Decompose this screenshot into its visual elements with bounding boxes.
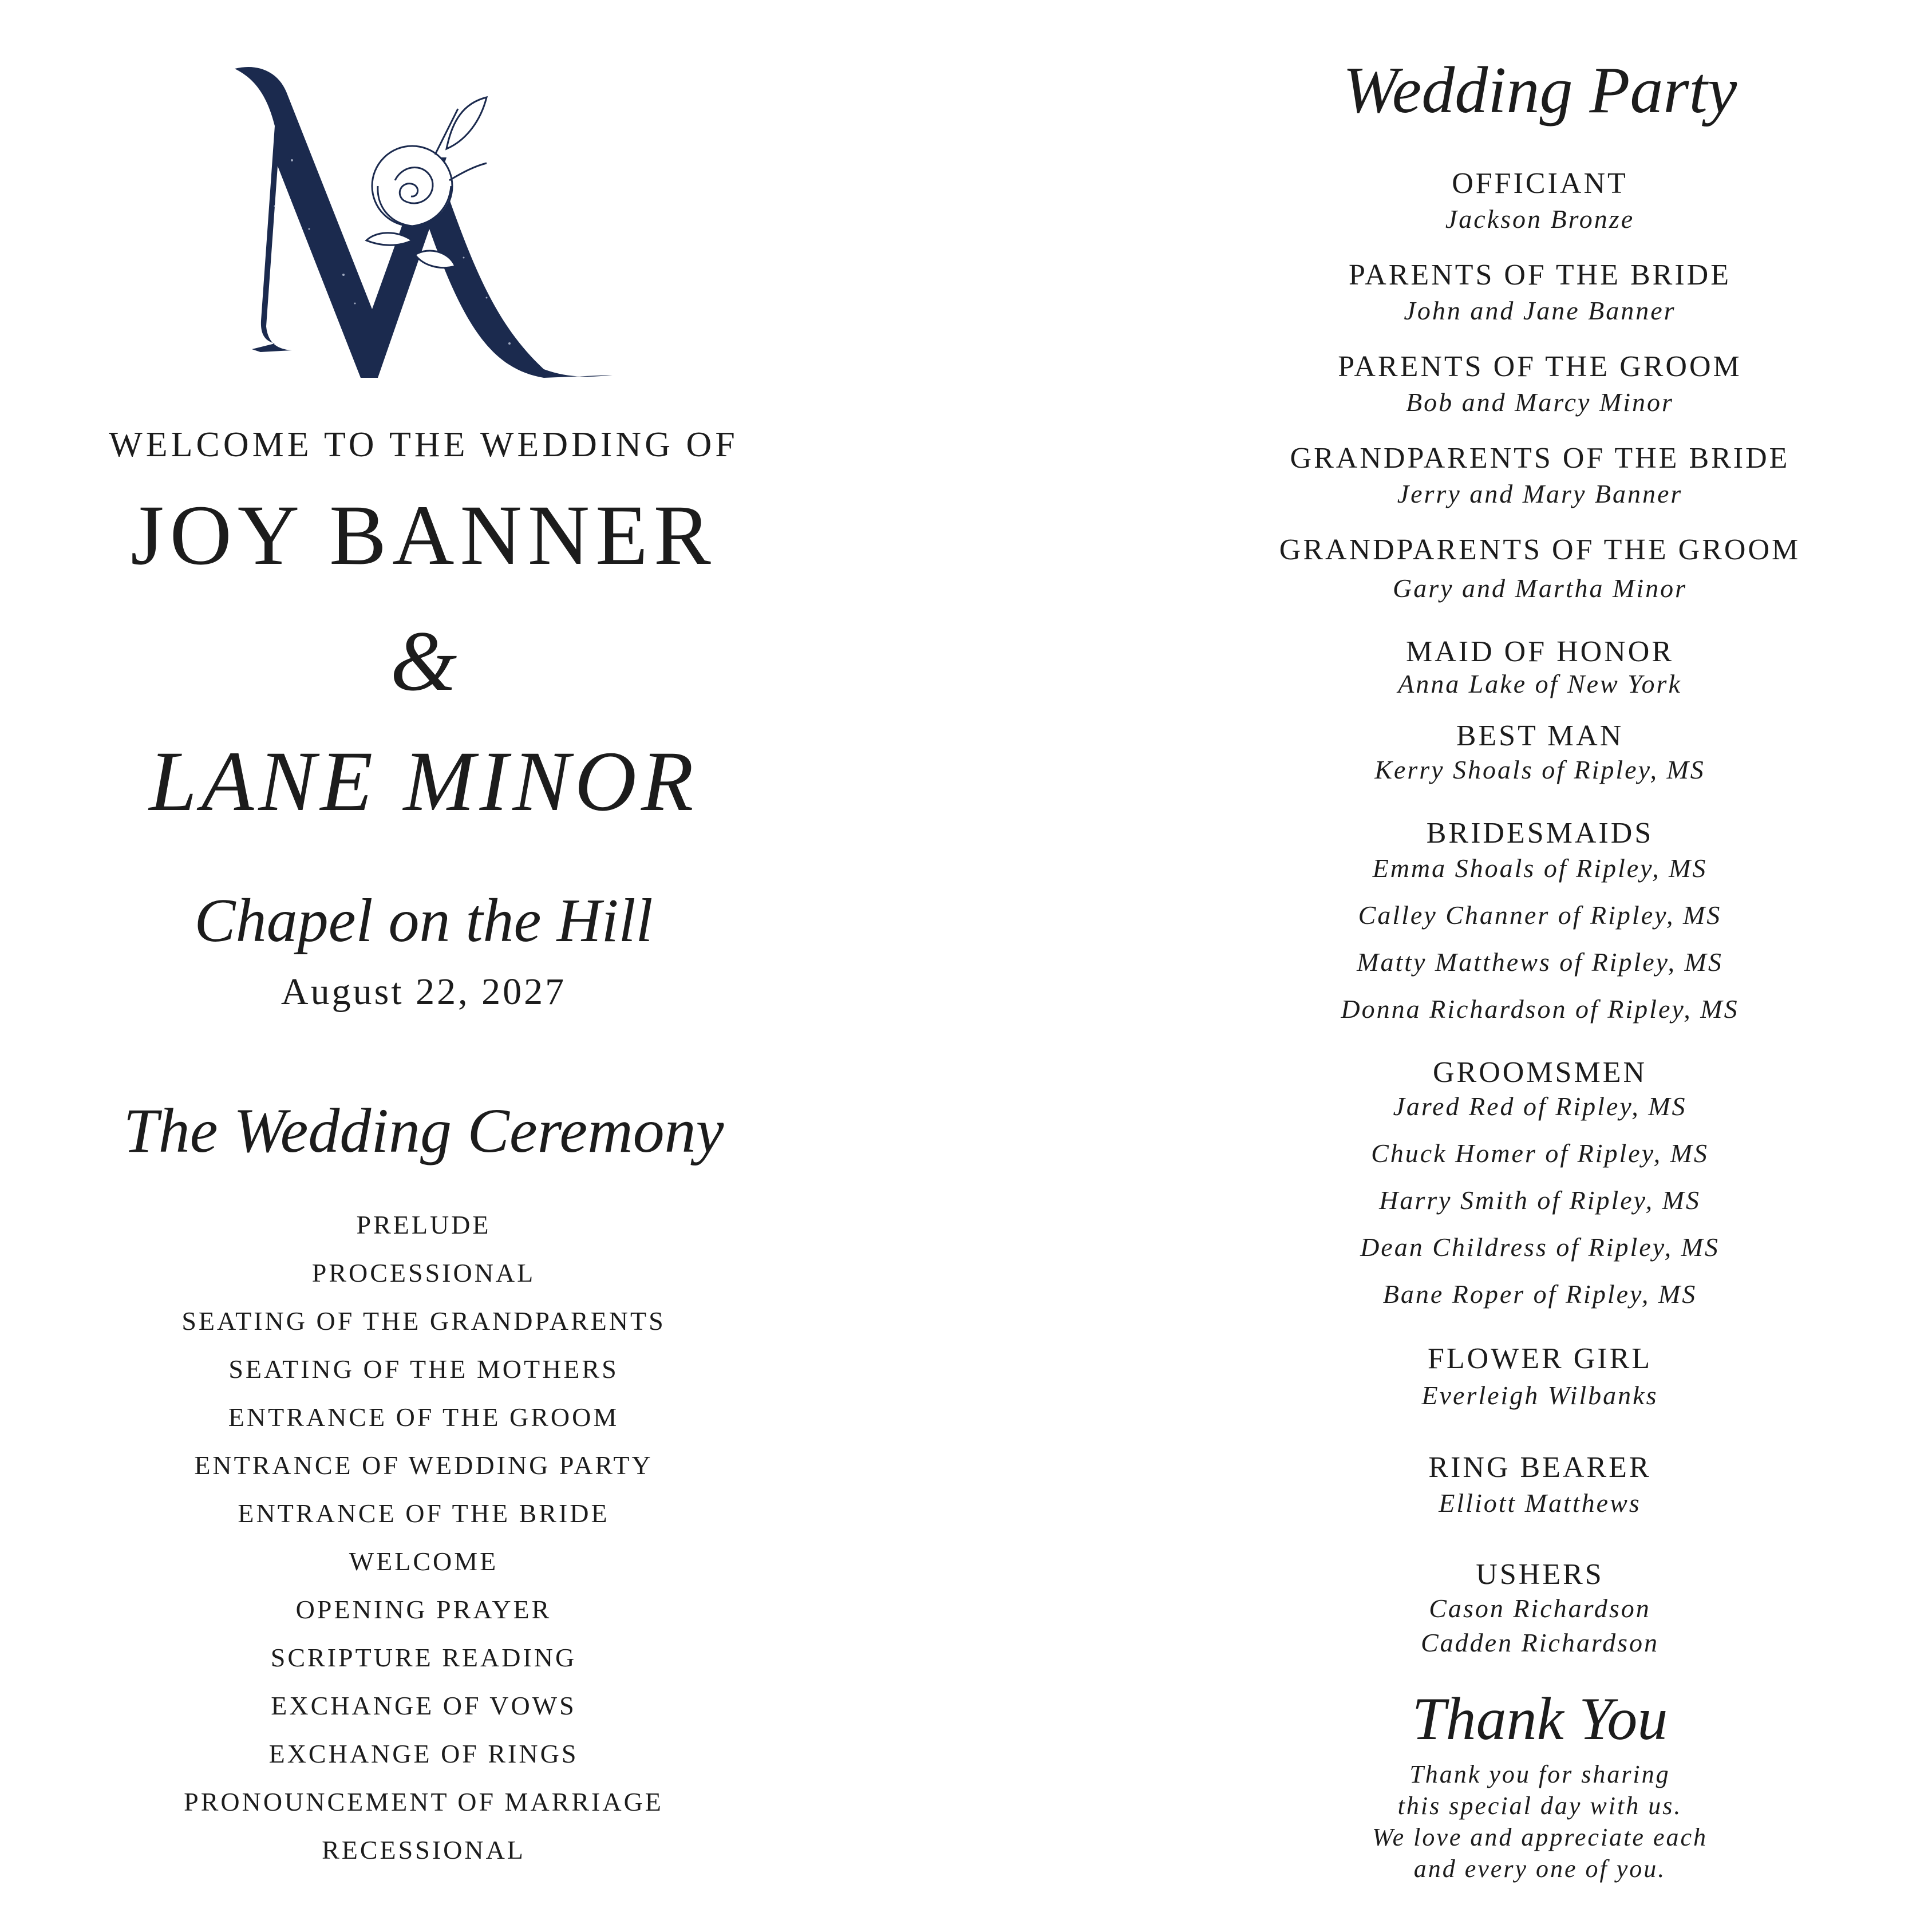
- ampersand: &: [390, 614, 457, 709]
- wedding-party-title: Wedding Party: [1342, 54, 1737, 127]
- thank-you-line: this special day with us.: [1397, 1792, 1682, 1820]
- groom-name: LANE MINOR: [149, 734, 698, 829]
- list-item: ENTRANCE OF WEDDING PARTY: [194, 1451, 653, 1480]
- role-officiant: OFFICIANT: [1452, 167, 1628, 200]
- person-name: Cadden Richardson: [1421, 1628, 1659, 1657]
- person-name: Bane Roper of Ripley, MS: [1382, 1279, 1697, 1309]
- list-item: PROCESSIONAL: [311, 1258, 536, 1287]
- person-name: Anna Lake of New York: [1398, 669, 1682, 698]
- person-name: John and Jane Banner: [1404, 296, 1676, 325]
- role-bridesmaids: BRIDESMAIDS: [1426, 817, 1654, 850]
- list-item: PRELUDE: [356, 1210, 491, 1239]
- role-maid-of-honor: MAID OF HONOR: [1405, 635, 1674, 668]
- person-name: Kerry Shoals of Ripley, MS: [1374, 755, 1705, 784]
- thank-you-title: Thank You: [1412, 1685, 1668, 1752]
- list-item: ENTRANCE OF THE BRIDE: [238, 1499, 610, 1528]
- person-name: Matty Matthews of Ripley, MS: [1357, 947, 1723, 977]
- list-item: OPENING PRAYER: [295, 1595, 552, 1624]
- list-item: SCRIPTURE READING: [270, 1643, 577, 1672]
- role-grandparents-of-groom: GRANDPARENTS OF THE GROOM: [1279, 534, 1801, 566]
- role-parents-of-groom: PARENTS OF THE GROOM: [1338, 350, 1742, 383]
- list-item: PRONOUNCEMENT OF MARRIAGE: [184, 1787, 663, 1816]
- role-grandparents-of-bride: GRANDPARENTS OF THE BRIDE: [1290, 442, 1790, 475]
- person-name: Donna Richardson of Ripley, MS: [1341, 994, 1739, 1024]
- person-name: Elliott Matthews: [1439, 1488, 1641, 1518]
- list-item: EXCHANGE OF RINGS: [268, 1739, 579, 1768]
- role-flower-girl: FLOWER GIRL: [1427, 1342, 1653, 1375]
- wedding-date: August 22, 2027: [280, 971, 567, 1013]
- list-item: WELCOME: [349, 1547, 499, 1576]
- venue-name: Chapel on the Hill: [194, 887, 653, 955]
- person-name: Everleigh Wilbanks: [1421, 1381, 1658, 1410]
- welcome-heading: WELCOME TO THE WEDDING OF: [109, 425, 738, 464]
- ceremony-title: The Wedding Ceremony: [123, 1096, 724, 1165]
- person-name: Emma Shoals of Ripley, MS: [1372, 854, 1708, 883]
- person-name: Bob and Marcy Minor: [1406, 388, 1674, 417]
- list-item: EXCHANGE OF VOWS: [271, 1691, 576, 1720]
- role-best-man: BEST MAN: [1456, 720, 1624, 752]
- role-ushers: USHERS: [1476, 1558, 1604, 1591]
- ceremony-order-list: [57, 1201, 790, 1874]
- bride-name: JOY BANNER: [131, 488, 717, 583]
- person-name: Chuck Homer of Ripley, MS: [1371, 1139, 1709, 1168]
- person-name: Gary and Martha Minor: [1392, 574, 1688, 603]
- thank-you-line: We love and appreciate each: [1372, 1823, 1708, 1851]
- floral-monogram-icon: [223, 57, 624, 389]
- thank-you-line: Thank you for sharing: [1409, 1760, 1670, 1788]
- thank-you-line: and every one of you.: [1413, 1855, 1666, 1883]
- person-name: Dean Childress of Ripley, MS: [1360, 1232, 1720, 1262]
- role-ring-bearer: RING BEARER: [1428, 1451, 1652, 1484]
- person-name: Jared Red of Ripley, MS: [1393, 1092, 1687, 1121]
- list-item: RECESSIONAL: [322, 1835, 526, 1864]
- person-name: Calley Channer of Ripley, MS: [1358, 900, 1722, 930]
- list-item: SEATING OF THE GRANDPARENTS: [181, 1306, 666, 1336]
- role-parents-of-bride: PARENTS OF THE BRIDE: [1349, 259, 1731, 291]
- person-name: Harry Smith of Ripley, MS: [1379, 1186, 1701, 1215]
- list-item: SEATING OF THE MOTHERS: [228, 1354, 619, 1384]
- person-name: Jerry and Mary Banner: [1397, 479, 1683, 508]
- person-name: Jackson Bronze: [1445, 204, 1635, 234]
- list-item: ENTRANCE OF THE GROOM: [228, 1402, 619, 1432]
- person-name: Cason Richardson: [1429, 1594, 1651, 1623]
- role-groomsmen: GROOMSMEN: [1432, 1056, 1647, 1089]
